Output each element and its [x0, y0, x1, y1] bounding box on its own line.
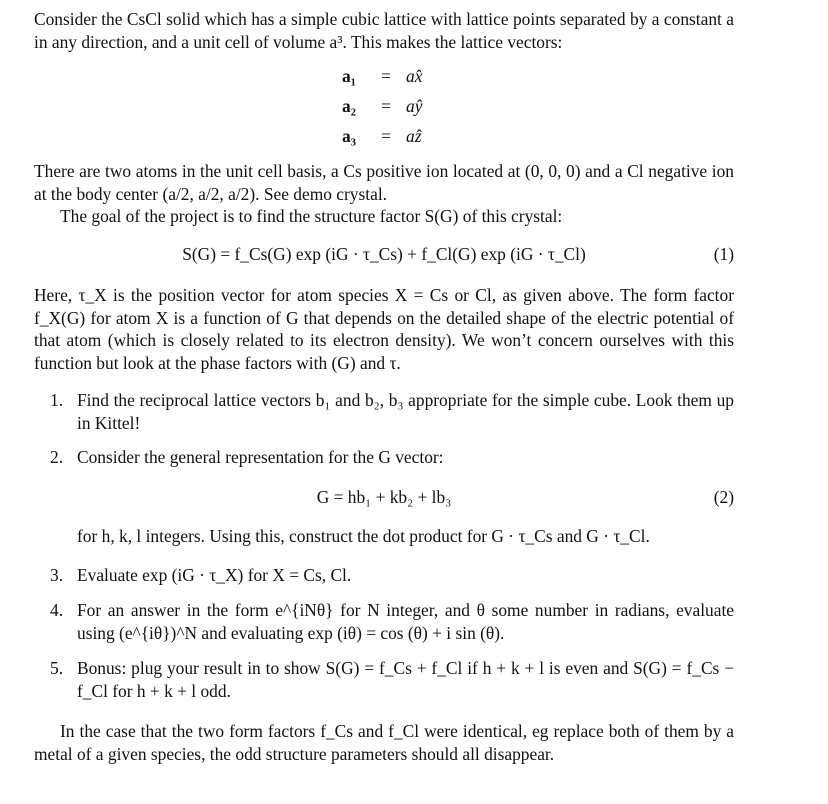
list-text: Bonus: plug your result in to show S(G) = f_Cs + f_Cl if h + k + l is even and S(G) = f_Cs − f_Cl for h + k + l odd. — [77, 658, 734, 701]
equation-1 — [34, 244, 734, 268]
list-text: Consider the general representation for the G vector: — [77, 447, 444, 467]
list-text: For an answer in the form e^{iNθ} for N integer, and θ some number in radians, evaluate using (e^{iθ})^N and evaluating exp (iθ) = cos (θ) + i sin (θ). — [77, 600, 734, 643]
equation-1-body: S(G) = f_Cs(G) exp (iG · τ_Cs) + f_Cl(G) exp (iG · τ_Cl) — [182, 244, 586, 264]
lattice-lhs: a₂ — [342, 96, 356, 116]
lattice-equals: = — [381, 126, 391, 146]
equation-2-body: G = hb₁ + kb₂ + lb₃ — [316, 487, 452, 507]
goal-paragraph: The goal of the project is to find the structure factor S(G) of this crystal: — [60, 206, 563, 226]
lattice-rhs: aŷ — [406, 96, 423, 116]
lattice-rhs: ax̂ — [406, 66, 423, 86]
equation-2 — [34, 487, 734, 511]
lattice-rhs: aẑ — [406, 126, 422, 146]
lattice-lhs: a₁ — [342, 66, 356, 86]
list-text: Evaluate exp (iG · τ_X) for X = Cs, Cl. — [77, 565, 352, 585]
intro-paragraph: Consider the CsCl solid which has a simple cubic lattice with lattice points separated by a constant a in any direction, and a unit cell of volume a³. This makes the lattice vectors: — [34, 9, 734, 52]
lattice-equals: = — [381, 96, 391, 116]
list-item-2-continuation: for h, k, l integers. Using this, construct the dot product for G · τ_Cs and G · τ_Cl. — [77, 526, 650, 546]
list-number: 3. — [50, 565, 64, 585]
equation-1-number: (1) — [713, 244, 734, 264]
lattice-lhs: a₃ — [342, 126, 356, 146]
list-number: 4. — [50, 600, 64, 620]
basis-paragraph: There are two atoms in the unit cell basis, a Cs positive ion located at (0, 0, 0) and a Cl negative ion at the body center (a/2, a/2, a/2). See demo crystal. — [34, 161, 734, 204]
lattice-equals: = — [381, 66, 391, 86]
list-number: 1. — [50, 390, 64, 410]
list-number: 5. — [50, 658, 64, 678]
list-number: 2. — [50, 447, 64, 467]
equation-2-number: (2) — [713, 487, 734, 507]
closing-paragraph: In the case that the two form factors f_Cs and f_Cl were identical, eg replace both of them by a metal of a given species, the odd structure parameters should all disappear. — [34, 721, 734, 764]
here-paragraph: Here, τ_X is the position vector for atom species X = Cs or Cl, as given above. The form factor f_X(G) for atom X is a function of G that depends on the detailed shape of the electric potential of that atom (which is closely related to its electron density). We won’t concern ourselves with this function but look at the phase factors with (G) and τ. — [34, 285, 734, 373]
list-text: Find the reciprocal lattice vectors b₁ and b₂, b₃ appropriate for the simple cube. Look them up in Kittel! — [77, 390, 734, 433]
